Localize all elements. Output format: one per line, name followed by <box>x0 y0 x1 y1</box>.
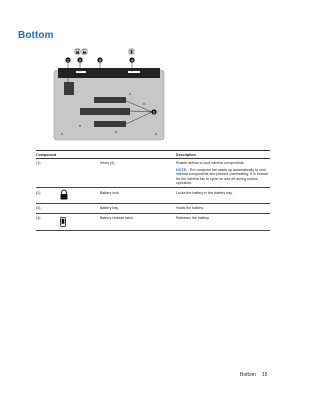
callout-text: 2 <box>79 58 81 63</box>
note-label: NOTE: <box>176 167 188 172</box>
row-number: (3) <box>36 206 41 210</box>
lock-icon <box>60 189 74 202</box>
screw <box>61 133 63 135</box>
battery-strip <box>58 68 160 78</box>
row-component-name: Vents (4) <box>100 161 115 165</box>
laptop-bottom-body <box>54 70 164 140</box>
screw <box>115 131 117 133</box>
row-description: Locks the battery in the battery bay. <box>176 191 233 195</box>
callout-1-right <box>151 109 156 114</box>
row-number: (4) <box>36 216 41 220</box>
table-row <box>36 188 270 204</box>
header-component: Component <box>36 152 56 157</box>
row-description: Enable airflow to cool internal components. <box>176 161 245 165</box>
row-component-name: Battery lock <box>100 191 119 195</box>
callout-1-top <box>65 57 70 62</box>
callout-text: 3 <box>99 58 101 63</box>
lock-icon <box>75 49 80 54</box>
vent-1 <box>94 97 126 103</box>
row-number: (1) <box>36 161 41 165</box>
screw <box>155 133 157 135</box>
laptop-bottom-diagram <box>46 44 172 144</box>
callout-2 <box>77 57 82 62</box>
row-component-name: Battery release latch <box>100 216 133 220</box>
footer-section: Bottom <box>240 372 256 378</box>
callout-text: 1 <box>153 110 155 115</box>
row-description: Releases the battery. <box>176 216 210 220</box>
page-footer <box>240 372 267 378</box>
callout-text: 4 <box>131 58 133 63</box>
section-title: Bottom <box>18 30 54 41</box>
row-number: (2) <box>36 191 41 195</box>
row-description: Holds the battery. <box>176 206 204 210</box>
battery-slot <box>76 71 86 73</box>
callout-4 <box>129 57 134 62</box>
screw <box>79 125 81 127</box>
note-text: The computer fan starts up automatically to cool internal components and prevent overheating. It is normal for the internal fan to cycle on and off during routine operation. <box>176 167 268 186</box>
battery-release-icon <box>129 49 134 54</box>
screw <box>129 93 131 95</box>
table-row <box>36 214 270 231</box>
battery-latch-slot <box>128 71 140 73</box>
callout-text: 1 <box>67 58 69 63</box>
component-table <box>36 150 270 231</box>
battery-release-icon <box>60 217 74 229</box>
table-row <box>36 204 270 214</box>
callout-3 <box>97 57 102 62</box>
page-number: 15 <box>261 372 268 378</box>
vent-3 <box>94 121 126 127</box>
vent-small <box>64 82 74 95</box>
unlock-icon <box>82 49 87 54</box>
row-description-block <box>176 161 268 186</box>
screw <box>143 103 145 105</box>
vent-2 <box>80 108 130 115</box>
row-note <box>176 168 268 186</box>
table-header <box>36 150 270 159</box>
header-description: Description <box>176 152 196 157</box>
row-component-name: Battery bay <box>100 206 119 210</box>
table-row <box>36 159 270 188</box>
